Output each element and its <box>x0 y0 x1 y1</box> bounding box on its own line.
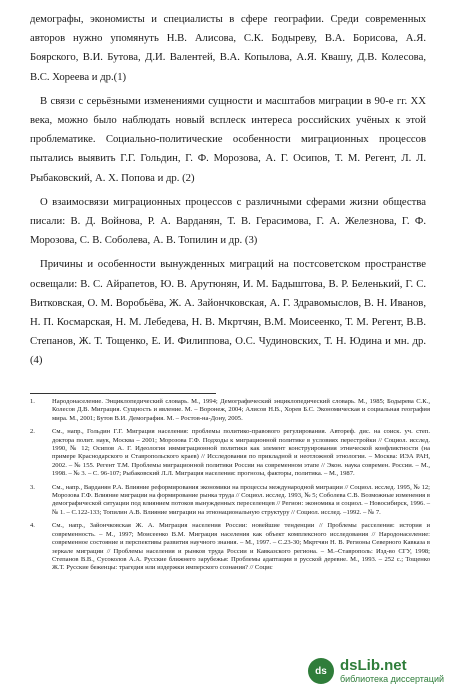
footnote-number: 2. <box>30 428 35 436</box>
watermark-brand: dsLib.net <box>339 657 407 674</box>
footnote-number: 4. <box>30 522 35 530</box>
watermark-subtitle: библиотека диссертаций <box>339 674 444 684</box>
footnote-3 <box>30 484 430 518</box>
footnote-text: См., напр., Гольдин Г.Г. Миграция населения: проблемы политико-правового регулирования. Автореф. дис. на соиск. уч. степ. доктора полит. наук, Москва – 2001; Морозова Г.Ф. Подходы к миграционной политике в условиях перестройки // Социол. исслед. 1990, № 12; Осипов А. Г. Идеология иммиграционной политики как элемент конструирования этнической конфликтности (на примере Краснодарского и Ставропольского краев) // Исследования по прикладной и неотложной этнологии. – Москва: ИЭА РАН, 2002. – № 155. Регент Т.М. Проблемы миграционной политики России на современном этапе // Экон. наука современ. России. – М., 1998. – № 3. – С. 96-107; Рыбаковский Л.Л. Миграция населения: прогнозы, факторы, политика. – М., 1987. <box>52 428 430 478</box>
footnote-number: 1. <box>30 398 35 405</box>
paragraph-2: В связи с серьёзными изменениями сущности и масштабов миграции в 90-е гг. XX века, можно было наблюдать новый всплеск интереса российских учёных к этой проблематике. Социально-политические особенности миграционных процессов пытались выявить Г.Г. Гольдин, Г. Ф. Морозова, А. Г. Осипов, Т. М. Регент, Л. Л. Рыбаковский, А. Х. Попова и др. (2) <box>30 94 426 184</box>
paragraph-1: демографы, экономисты и специалисты в сфере географии. Среди современных авторов нужно упомянуть Н.В. Алисова, С.К. Бодыреву, В.А. Борисова, А.Я. Боярского, В.И. Бутова, Д.И. Валентей, В.А. Копылова, А.Я. Квашу, Д.В. Колесова, В.С. Хореева и др.(1) <box>30 13 426 83</box>
main-text <box>30 10 426 376</box>
footnote-number: 3. <box>30 483 35 491</box>
footnote-text: См., напр., Варданян Р.А. Влияние реформирования экономики на процессы международной миграции // Социол. исслед. 1995, № 12; Морозова Г.Ф. Влияние миграции на формирование рынка труда // Социол. исслед. 1993, № 5; Соболева С.В. Возможные изменения в демографической ситуации под влиянием потоков вынужденных переселенцев // Регион: экономика и социол. – Новосибирск, 1996. – № 1. – С.122-133; Топилин А.В. Влияние миграции на этнонациональную структуру // Социол. исслед. –1992. – № 7. <box>52 483 430 516</box>
footnote-text: Народонаселение. Энциклопедический словарь. М., 1994; Демографический энциклопедический словарь. М., 1985; Бодырева С.К., Колесов Д.В. Миграция. Сущность и явление. М. – Воронеж, 2004; Алисов Н.В., Хорев Б.С. Экономическая и социальная география мира. М., 2001; Бутов В.И. Демография. М. – Ростов-на-Дону, 2005. <box>52 398 430 422</box>
footnote-4 <box>30 522 430 572</box>
watermark <box>308 658 444 684</box>
footnote-text: См., напр., Зайончковская Ж. А. Миграция населения России: новейшие тенденции // Проблемы расселения: история и современность. – М., 1997; Моисеенко В.М. Миграция населения как объект комплексного исследования // Народонаселение: современное состояние и перспективы развития научного знания. – М., 1997. – С.23-30; Мкртчян Н. В. Регионы Северного Кавказа в зеркале миграции // Проблемы населения и рынков труда России и Кавказского региона. – М.–Ставрополь: Изд-во СГУ, 1998; Степанов В.В., Сусоколов А.А. Русские ближнего зарубежья: Проблемы адаптации в русской деревне. М., 1993. – 252 с.; Тощенко Ж.Т. Русские беженцы: трагедия или издержки имперского сознания? // Социс <box>52 522 430 572</box>
footnote-2 <box>30 428 430 478</box>
dslib-logo-icon: ds <box>308 658 334 684</box>
footnote-1 <box>30 398 430 423</box>
footnote-divider <box>30 393 216 394</box>
footnotes <box>30 398 430 578</box>
paragraph-3: О взаимосвязи миграционных процессов с различными сферами жизни общества писали: В. Д. Войнова, Р. А. Варданян, Т. В. Герасимова, Г. А. Железнова, Г. Ф. Морозова, С. В. Соболева, А. В. Топилин и др. (3) <box>30 195 426 247</box>
paragraph-4: Причины и особенности вынужденных миграций на постсоветском пространстве освещали: В. С. Айрапетов, Ю. В. Арутюнян, И. М. Бадыштова, В. Р. Беленький, Г. С. Витковская, О. М. Воробьёва, Ж. А. Зайончковская, А. Г. Здравомыслов, В. Н. Иванов, Н. П. Космарская, Н. М. Лебедева, Н. В. Мкртчян, В.М. Моисеенко, Т. М. Регент, В.В. Степанов, Ж. Т. Тощенко, Е. И. Филиппова, О.С. Чудиновских, Т. Н. Юдина и мн. др.(4) <box>30 258 426 367</box>
watermark-text <box>340 658 444 684</box>
